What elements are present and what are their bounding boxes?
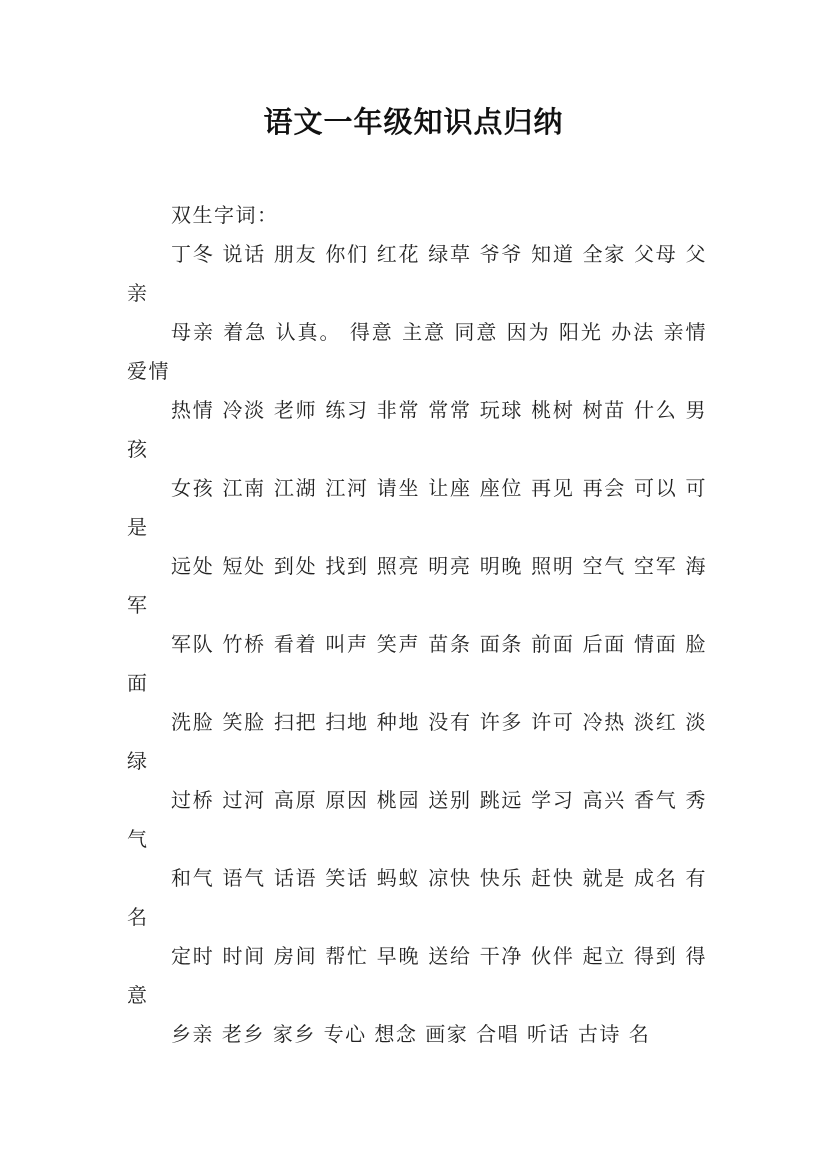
vocab-paragraph-5: 远处 短处 到处 找到 照亮 明亮 明晚 照明 空气 空军 海军 [127,554,707,617]
vocab-paragraph-4: 女孩 江南 江湖 江河 请坐 让座 座位 再见 再会 可以 可是 [127,476,707,539]
vocab-paragraph-6: 军队 竹桥 看着 叫声 笑声 苗条 面条 前面 后面 情面 脸面 [127,632,707,695]
document-body [127,196,707,1054]
vocab-paragraph-11: 乡亲 老乡 家乡 专心 想念 画家 合唱 听话 古诗 名 [171,1022,651,1046]
section-heading: 双生字词： [171,203,279,227]
vocab-paragraph-2: 母亲 着急 认真。 得意 主意 同意 因为 阳光 办法 亲情 爱情 [127,320,707,383]
document-title: 语文一年级知识点归纳 [263,105,564,139]
vocab-paragraph-10: 定时 时间 房间 帮忙 早晚 送给 干净 伙伴 起立 得到 得意 [127,944,707,1007]
vocab-paragraph-9: 和气 语气 话语 笑话 蚂蚁 凉快 快乐 赶快 就是 成名 有名 [127,866,707,929]
vocab-paragraph-7: 洗脸 笑脸 扫把 扫地 种地 没有 许多 许可 冷热 淡红 淡绿 [127,710,707,773]
vocab-paragraph-3: 热情 冷淡 老师 练习 非常 常常 玩球 桃树 树苗 什么 男孩 [127,398,707,461]
vocab-paragraph-8: 过桥 过河 高原 原因 桃园 送别 跳远 学习 高兴 香气 秀气 [127,788,707,851]
vocab-paragraph-1: 丁冬 说话 朋友 你们 红花 绿草 爷爷 知道 全家 父母 父亲 [127,242,707,305]
